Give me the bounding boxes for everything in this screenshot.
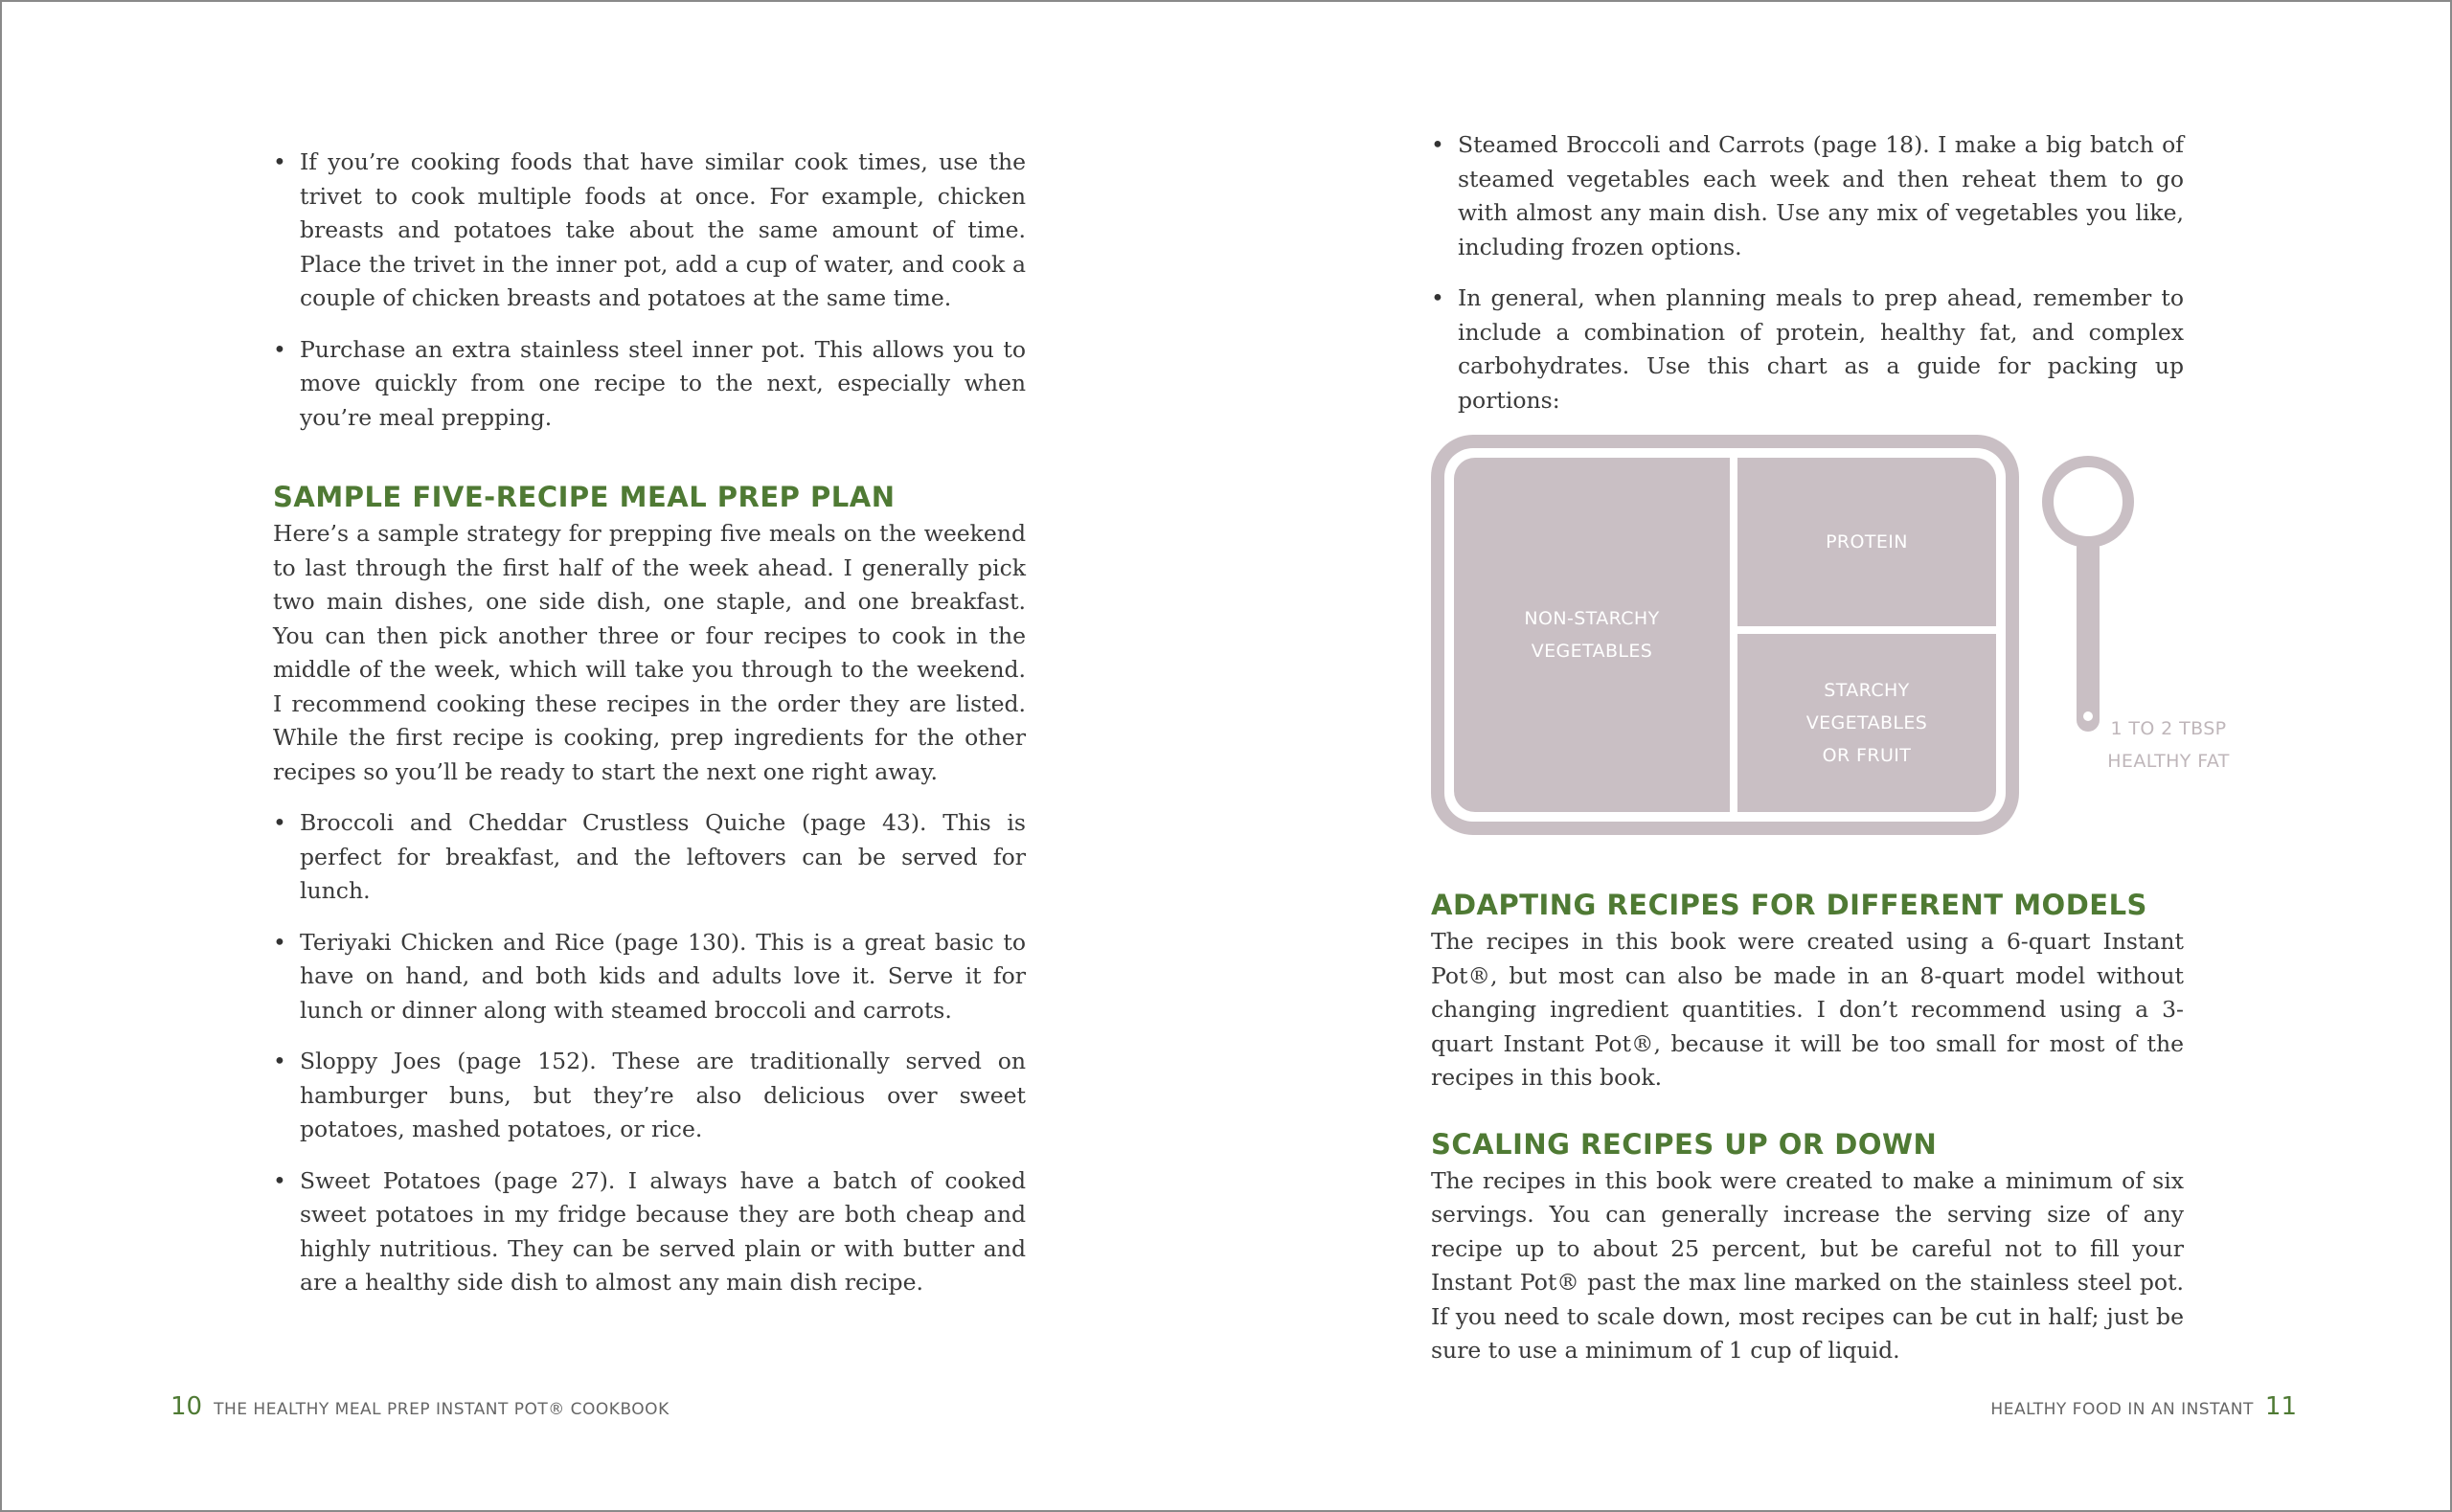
portion-chart (1431, 435, 2230, 846)
running-title: HEALTHY FOOD IN AN INSTANT (1990, 1400, 2254, 1419)
scaling-recipes-section (1431, 1128, 2184, 1368)
section-intro: Here’s a sample strategy for prepping five meals on the weekend to last through the first half of the week ahead. I generally pick two main dishes, one side dish, one staple, and one breakfast. You can then pick another three or four recipes to cook in the middle of the week, which will take you through to the weekend. I recommend cooking these recipes in the order they are listed. While the first recipe is cooking, prep ingredients for the other recipes so you’ll be ready to start the next one right away. (273, 520, 1026, 785)
running-title: THE HEALTHY MEAL PREP INSTANT POT® COOKBOOK (214, 1400, 670, 1419)
list-item: • Broccoli and Cheddar Crustless Quiche (page 43). This is perfect for breakfast, and the leftovers can be served for lunch. (273, 806, 1026, 909)
section-heading: SCALING RECIPES UP OR DOWN (1431, 1127, 1938, 1161)
section-body: The recipes in this book were created using a 6-quart Instant Pot®, but most can also be made in an 8-quart model without changing ingredient quantities. I don’t recommend using a 3-quart Instant Pot®, because it will be too small for most of the recipes in this book. (1431, 928, 2184, 1091)
page-number: 10 (170, 1392, 203, 1421)
meal-prep-plan-section (273, 481, 1026, 1300)
compartment-protein: PROTEIN (1737, 458, 1996, 626)
section-heading: ADAPTING RECIPES FOR DIFFERENT MODELS (1431, 889, 2147, 921)
list-item: • If you’re cooking foods that have similar cook times, use the trivet to cook multiple foods at once. For example, chicken breasts and potatoes take about the same amount of time. Place the trivet in the inner pot, add a cup of water, and cook a couple of chicken breasts and potatoes at the same time. (273, 146, 1026, 316)
list-item: • In general, when planning meals to prep ahead, remember to include a combination of protein, healthy fat, and complex carbohydrates. Use this chart as a guide for packing up portions: (1431, 282, 2184, 417)
section-body: The recipes in this book were created to make a minimum of six servings. You can generally increase the serving size of any recipe up to about 25 percent, but be careful not to fill your Instant Pot® past the max line marked on the stainless steel pot. If you need to scale down, most recipes can be cut in half; just be sure to use a minimum of 1 cup of liquid. (1431, 1166, 2184, 1364)
list-item: • Purchase an extra stainless steel inner pot. This allows you to move quickly from one recipe to the next, especially when you’re meal prepping. (273, 333, 1026, 436)
tips-list (273, 146, 1026, 435)
right-page (1228, 2, 2452, 1510)
section-heading: SAMPLE FIVE-RECIPE MEAL PREP PLAN (273, 481, 896, 513)
left-page (2, 2, 1228, 1510)
healthy-fat-label: 1 TO 2 TBSP HEALTHY FAT (2107, 718, 2230, 772)
adapting-recipes-section (1431, 889, 2184, 1095)
list-item: • Sweet Potatoes (page 27). I always have a batch of cooked sweet potatoes in my fridge because they are both cheap and highly nutritious. They can be served plain or with butter and are a healthy side dish to almost any main dish recipe. (273, 1164, 1026, 1300)
recipe-list-continued (1431, 128, 2184, 417)
list-item: • Steamed Broccoli and Carrots (page 18). I make a big batch of steamed vegetables each week and then reheat them to go with almost any main dish. Use any mix of vegetables you like, including frozen options. (1431, 128, 2184, 264)
meal-prep-tray (1431, 435, 2019, 835)
compartment-non-starchy-vegetables: NON-STARCHY VEGETABLES (1454, 458, 1730, 812)
measuring-spoon-icon (2040, 456, 2136, 743)
right-footer (1990, 1392, 2297, 1421)
recipe-list (273, 806, 1026, 1300)
list-item: • Sloppy Joes (page 152). These are traditionally served on hamburger buns, but they’re also delicious over sweet potatoes, mashed potatoes, or rice. (273, 1045, 1026, 1147)
list-item: • Teriyaki Chicken and Rice (page 130). This is a great basic to have on hand, and both kids and adults love it. Serve it for lunch or dinner along with steamed broccoli and carrots. (273, 926, 1026, 1028)
left-column (273, 146, 1026, 1318)
compartment-starchy-vegetables: STARCHY VEGETABLES OR FRUIT (1737, 634, 1996, 812)
left-footer (170, 1392, 670, 1421)
right-column (1431, 128, 2230, 1386)
page-number: 11 (2264, 1392, 2297, 1421)
